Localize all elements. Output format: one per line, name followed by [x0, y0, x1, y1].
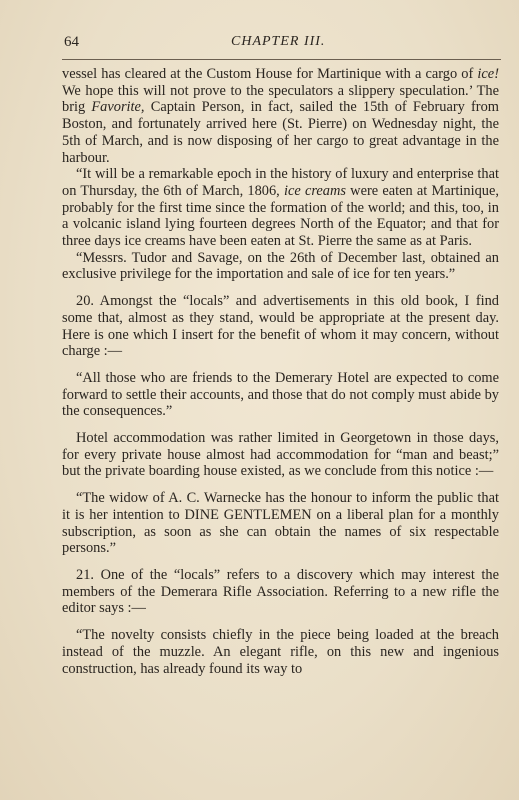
page-header: [64, 34, 497, 54]
paragraph-widow-notice: “The widow of A. C. Warnecke has the honour to inform the public that it is her intention to DINE GENTLEMEN on a liberal plan for a monthly subscription, as soon as she can obtain the names of six respectable persons.”: [62, 490, 499, 557]
running-head: CHAPTER III.: [231, 34, 326, 49]
paragraph-tudor-savage: “Messrs. Tudor and Savage, on the 26th of December last, obtained an exclusive privilege for the importation and sale of ice for ten years.”: [62, 249, 499, 283]
paragraph-ice-creams: “It will be a remarkable epoch in the history of luxury and enterprise that on Thursday, the 6th of March, 1806, ice creams were eaten at Martinique, probably for the first time since the formation of the world; and this, too, in a volcanic island lying fourteen degrees North of the Equator; and that for three days ice creams have been eaten at St. Pierre the same as at Paris.: [62, 166, 499, 250]
paragraph-continuation: vessel has cleared at the Custom House for Martinique with a cargo of ice! We hope this will not prove to the speculators a slippery speculation.’ The brig Favorite, Captain Person, in fact, sailed the 15th of February from Boston, and fortunately arrived here (St. Pierre) on Wednesday night, the 5th of March, and is now disposing of her cargo to great advantage in the harbour.: [62, 66, 499, 166]
paragraph-demerary-hotel: “All those who are friends to the Demerary Hotel are expected to come forward to settle their accounts, and those that do not comply must abide by the consequences.”: [62, 369, 499, 420]
paragraph-rifle-quote: “The novelty consists chiefly in the piece being loaded at the breach instead of the muzzle. An elegant rifle, on this new and ingenious construction, has already found its way to: [62, 627, 499, 677]
paragraph-hotel-accommodation: Hotel accommodation was rather limited in Georgetown in those days, for every private house almost had accommodation for “man and beast;” but the private boarding house existed, as we conclude from this notice :—: [62, 430, 499, 480]
paragraph-section-21: 21. One of the “locals” refers to a discovery which may interest the members of the Demerara Rifle Association. Referring to a new rifle the editor says :—: [62, 566, 499, 617]
page-body: [62, 66, 499, 677]
page-number: 64: [64, 34, 79, 50]
paragraph-section-20: 20. Amongst the “locals” and advertisements in this old book, I find some that, almost as they stand, would be appropriate at the present day. Here is one which I insert for the benefit of whom it may concern, without charge :—: [62, 293, 499, 360]
header-rule: [62, 59, 501, 60]
